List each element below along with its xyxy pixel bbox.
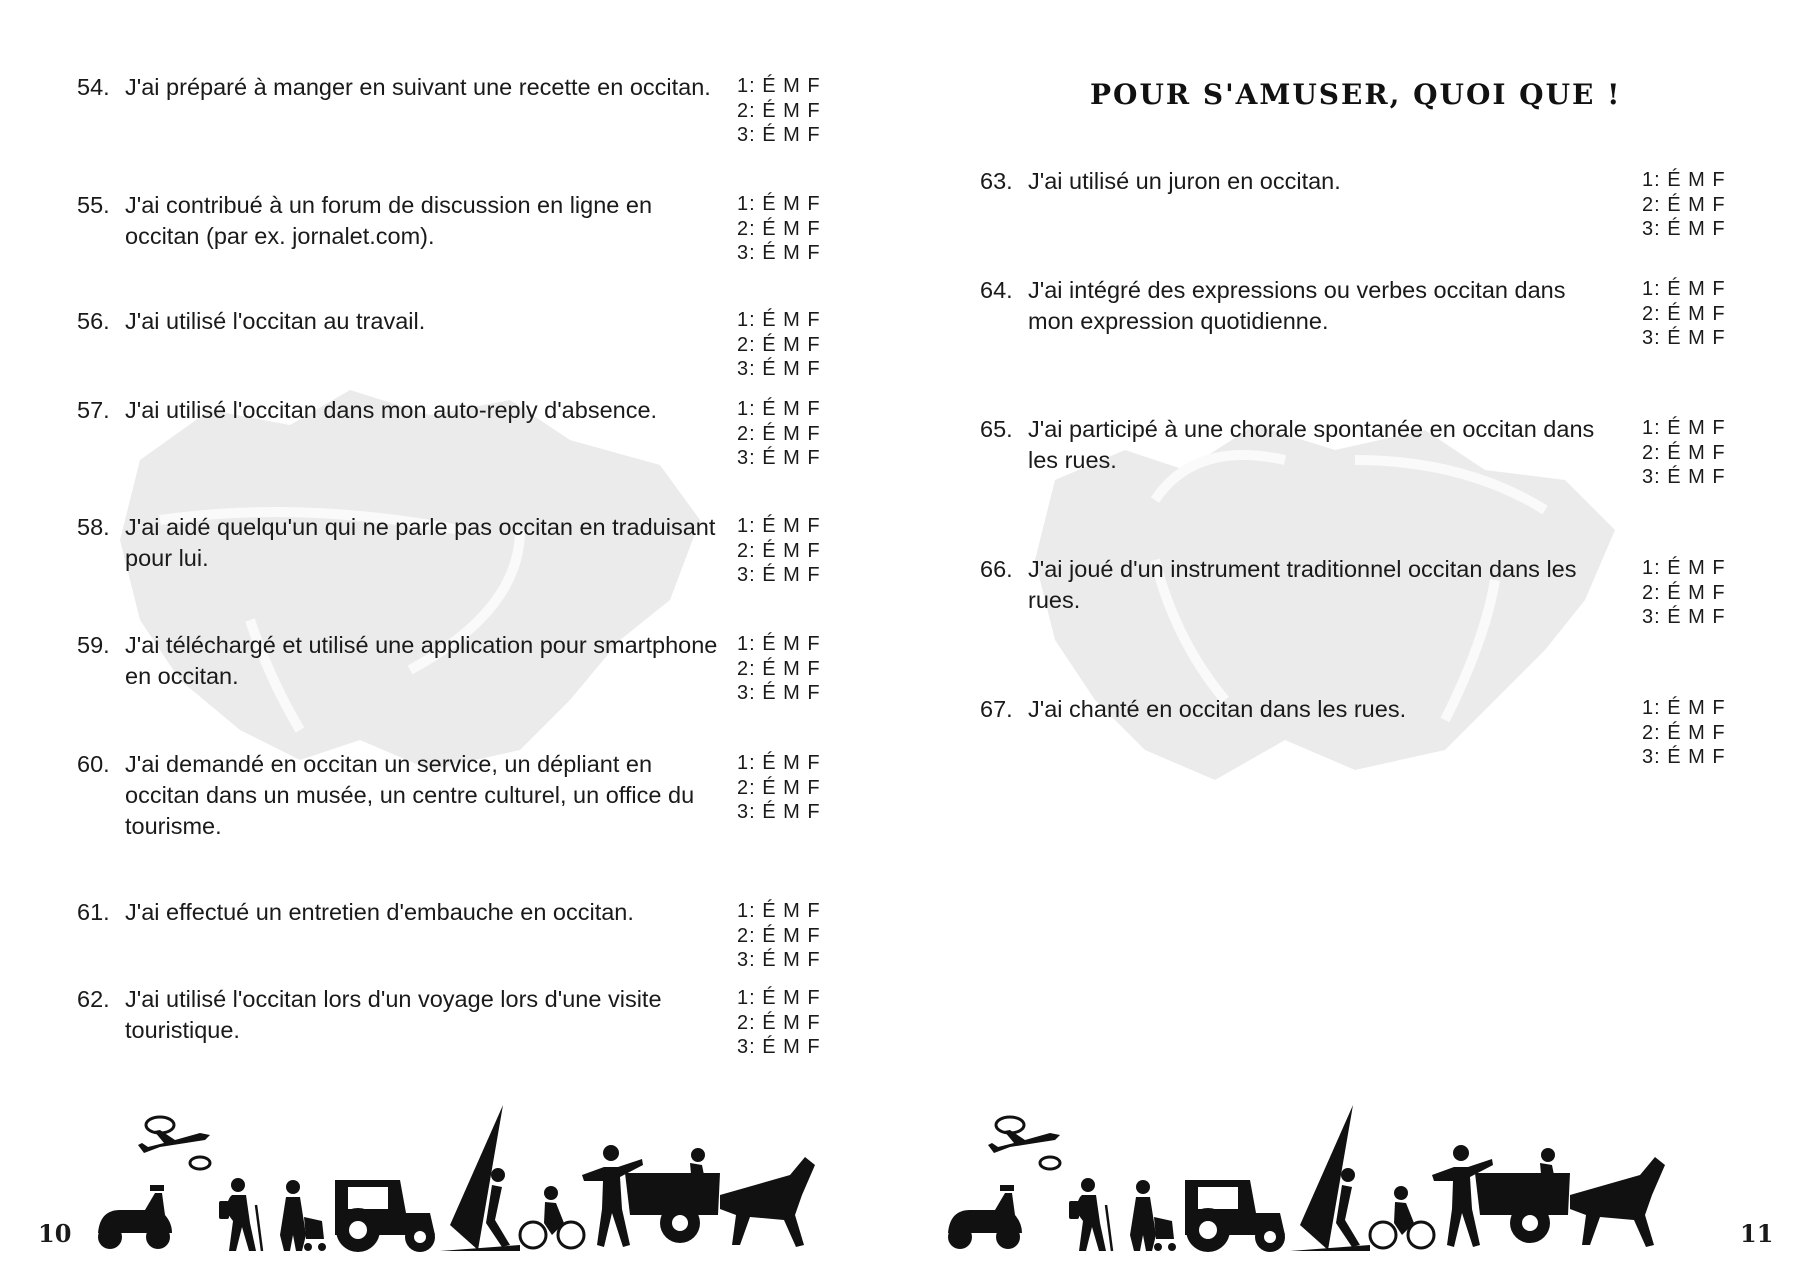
answer-options[interactable] xyxy=(737,397,821,471)
answer-row[interactable]: 2: É M F xyxy=(737,776,821,799)
cyclist-icon xyxy=(1370,1186,1434,1248)
question-number: 55. xyxy=(77,192,110,218)
answer-row[interactable]: 1: É M F xyxy=(737,752,821,774)
question-text: J'ai chanté en occitan dans les rues. xyxy=(1028,696,1407,722)
answer-row[interactable]: 3: É M F xyxy=(1642,606,1726,628)
answer-row[interactable]: 3: É M F xyxy=(737,682,821,704)
question-text: J'ai préparé à manger en suivant une recette en occitan. xyxy=(125,74,711,100)
answer-row[interactable]: 3: É M F xyxy=(737,1036,821,1058)
answer-row[interactable]: 2: É M F xyxy=(737,422,821,445)
answer-row[interactable]: 1: É M F xyxy=(737,900,821,922)
scooter-icon xyxy=(948,1185,1022,1249)
page-number-left: 10 xyxy=(38,1219,72,1248)
section-title: POUR S'AMUSER, QUOI QUE ! xyxy=(1090,78,1622,111)
answer-options[interactable] xyxy=(1642,416,1726,490)
answer-row[interactable]: 3: É M F xyxy=(1642,746,1726,768)
answer-options[interactable] xyxy=(737,986,821,1060)
answer-row[interactable]: 2: É M F xyxy=(737,539,821,562)
answer-row[interactable]: 3: É M F xyxy=(737,801,821,823)
answer-row[interactable]: 2: É M F xyxy=(1642,193,1726,216)
activity-icons-strip xyxy=(940,1105,1730,1255)
question-text: J'ai demandé en occitan un service, un dépliant en occitan dans un musée, un centre culturel, un office du tourisme. xyxy=(125,751,695,839)
question-number: 54. xyxy=(77,74,110,100)
answer-row[interactable]: 2: É M F xyxy=(737,657,821,680)
question-text: J'ai contribué à un forum de discussion en ligne en occitan (par ex. jornalet.com). xyxy=(125,192,653,249)
answer-row[interactable]: 1: É M F xyxy=(737,987,821,1009)
windsurfer-icon xyxy=(1290,1105,1370,1251)
answer-row[interactable]: 1: É M F xyxy=(737,193,821,215)
answer-row[interactable]: 2: É M F xyxy=(737,333,821,356)
answer-row[interactable]: 3: É M F xyxy=(737,447,821,469)
answer-row[interactable]: 2: É M F xyxy=(737,99,821,122)
question-text: J'ai intégré des expressions ou verbes occitan dans mon expression quotidienne. xyxy=(1028,277,1566,334)
question-text: J'ai participé à une chorale spontanée en occitan dans les rues. xyxy=(1028,416,1595,473)
horse-cart-icon xyxy=(1475,1148,1665,1247)
question-text: J'ai aidé quelqu'un qui ne parle pas occitan en traduisant pour lui. xyxy=(125,514,716,571)
answer-options[interactable] xyxy=(1642,277,1726,351)
question-number: 67. xyxy=(980,696,1013,722)
right-page xyxy=(900,0,1800,1277)
answer-row[interactable]: 2: É M F xyxy=(737,1011,821,1034)
question-text: J'ai utilisé l'occitan lors d'un voyage lors d'une visite touristique. xyxy=(125,986,662,1043)
question-number: 65. xyxy=(980,416,1013,442)
woman-with-stroller-icon xyxy=(1130,1180,1176,1251)
question-number: 56. xyxy=(77,308,110,334)
question-number: 64. xyxy=(980,277,1013,303)
answer-options[interactable] xyxy=(1642,556,1726,630)
answer-row[interactable]: 2: É M F xyxy=(1642,302,1726,325)
answer-row[interactable]: 3: É M F xyxy=(1642,218,1726,240)
answer-row[interactable]: 1: É M F xyxy=(1642,557,1726,579)
answer-options[interactable] xyxy=(737,751,821,825)
answer-row[interactable]: 2: É M F xyxy=(737,924,821,947)
question-number: 66. xyxy=(980,556,1013,582)
question-number: 58. xyxy=(77,514,110,540)
answer-options[interactable] xyxy=(1642,168,1726,242)
page-number-right: 11 xyxy=(1740,1219,1774,1248)
activity-icons-strip xyxy=(90,1105,880,1255)
answer-options[interactable] xyxy=(737,514,821,588)
cyclist-icon xyxy=(520,1186,584,1248)
answer-row[interactable]: 2: É M F xyxy=(737,217,821,240)
horse-cart-icon xyxy=(625,1148,815,1247)
answer-row[interactable]: 3: É M F xyxy=(737,124,821,146)
answer-row[interactable]: 2: É M F xyxy=(1642,721,1726,744)
tractor-icon xyxy=(335,1180,435,1252)
question-text: J'ai effectué un entretien d'embauche en occitan. xyxy=(125,899,634,925)
answer-options[interactable] xyxy=(737,74,821,148)
occitania-map-watermark xyxy=(100,370,720,790)
question-number: 60. xyxy=(77,751,110,777)
answer-options[interactable] xyxy=(737,192,821,266)
question-text: J'ai téléchargé et utilisé une application pour smartphone en occitan. xyxy=(125,632,718,689)
airplane-icon xyxy=(138,1117,210,1169)
question-number: 62. xyxy=(77,986,110,1012)
question-number: 57. xyxy=(77,397,110,423)
airplane-icon xyxy=(988,1117,1060,1169)
hiker-icon xyxy=(219,1178,262,1251)
answer-row[interactable]: 3: É M F xyxy=(1642,466,1726,488)
answer-row[interactable]: 1: É M F xyxy=(737,515,821,537)
question-number: 59. xyxy=(77,632,110,658)
answer-row[interactable]: 1: É M F xyxy=(1642,169,1726,191)
question-text: J'ai joué d'un instrument traditionnel occitan dans les rues. xyxy=(1028,556,1577,613)
answer-options[interactable] xyxy=(737,899,821,973)
answer-row[interactable]: 1: É M F xyxy=(737,309,821,331)
question-text: J'ai utilisé un juron en occitan. xyxy=(1028,168,1341,194)
answer-row[interactable]: 1: É M F xyxy=(1642,417,1726,439)
answer-row[interactable]: 1: É M F xyxy=(737,398,821,420)
question-number: 63. xyxy=(980,168,1013,194)
hiker-icon xyxy=(1069,1178,1112,1251)
answer-row[interactable]: 3: É M F xyxy=(737,358,821,380)
woman-with-stroller-icon xyxy=(280,1180,326,1251)
question-number: 61. xyxy=(77,899,110,925)
tractor-icon xyxy=(1185,1180,1285,1252)
answer-options[interactable] xyxy=(1642,696,1726,770)
answer-row[interactable]: 3: É M F xyxy=(737,949,821,971)
answer-row[interactable]: 3: É M F xyxy=(737,242,821,264)
answer-row[interactable]: 1: É M F xyxy=(1642,278,1726,300)
question-text: J'ai utilisé l'occitan au travail. xyxy=(125,308,426,334)
answer-row[interactable]: 3: É M F xyxy=(737,564,821,586)
answer-row[interactable]: 1: É M F xyxy=(737,633,821,655)
answer-row[interactable]: 1: É M F xyxy=(737,75,821,97)
answer-row[interactable]: 1: É M F xyxy=(1642,697,1726,719)
question-text: J'ai utilisé l'occitan dans mon auto-reply d'absence. xyxy=(125,397,658,423)
answer-options[interactable] xyxy=(737,632,821,706)
answer-row[interactable]: 2: É M F xyxy=(1642,581,1726,604)
windsurfer-icon xyxy=(440,1105,520,1251)
scooter-icon xyxy=(98,1185,172,1249)
answer-options[interactable] xyxy=(737,308,821,382)
answer-row[interactable]: 2: É M F xyxy=(1642,441,1726,464)
answer-row[interactable]: 3: É M F xyxy=(1642,327,1726,349)
